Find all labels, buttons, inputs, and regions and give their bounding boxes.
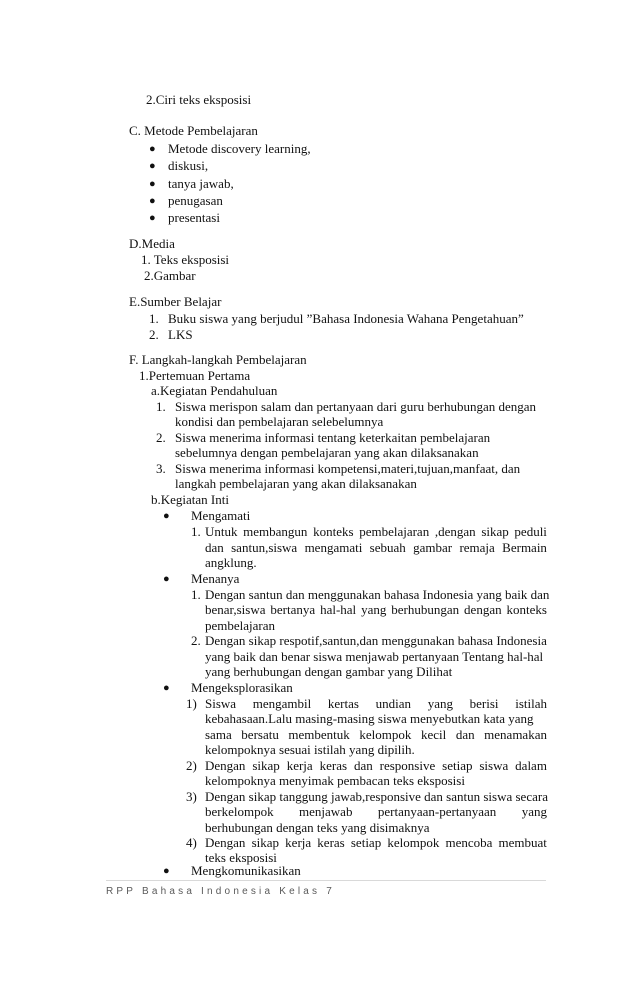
pendahuluan-item-line: langkah pembelajaran yang akan dilaksanakan xyxy=(175,476,417,491)
item-line: kebahasaan.Lalu masing-masing siswa menyebutkan kata yang xyxy=(205,711,534,726)
bullet-icon: ● xyxy=(149,212,156,224)
bullet-icon: ● xyxy=(149,160,156,172)
list-number: 2) xyxy=(186,758,197,773)
item-line: Dengan sikap tanggung jawab,responsive dan santun siswa secara xyxy=(205,789,548,804)
justified-line: Dengan sikap kerja keras setiap kelompok mencoba membuat xyxy=(205,835,547,850)
list-number: 1. xyxy=(149,311,159,326)
metode-item: penugasan xyxy=(168,193,223,208)
metode-heading: C. Metode Pembelajaran xyxy=(129,123,258,138)
bullet-icon: ● xyxy=(163,682,170,694)
list-number: 3) xyxy=(186,789,197,804)
bullet-icon: ● xyxy=(163,510,170,522)
list-number: 3. xyxy=(156,461,166,476)
justified-line: sama bersatu membentuk kelompok kecil dan menamakan xyxy=(205,727,547,742)
item-line: Dengan sikap respotif,santun,dan menggunakan bahasa Indonesia xyxy=(205,633,547,648)
bullet-icon: ● xyxy=(149,143,156,155)
pendahuluan-item-line: Siswa merispon salam dan pertanyaan dari guru berhubungan dengan xyxy=(175,399,537,414)
metode-item: diskusi, xyxy=(168,158,209,173)
list-number: 1. xyxy=(191,587,201,602)
mengkomunikasikan-label: Mengkomunikasikan xyxy=(191,863,301,878)
pendahuluan-item-line: Siswa menerima informasi kompetensi,materi,tujuan,manfaat, dan xyxy=(175,461,521,476)
item-line: teks eksposisi xyxy=(205,850,277,865)
item-line: kelompoknya menyimak pembacan teks eksposisi xyxy=(205,773,465,788)
inti-heading: b.Kegiatan Inti xyxy=(151,492,229,507)
media-heading: D.Media xyxy=(129,236,175,251)
list-number: 1. xyxy=(191,524,201,539)
justified-line: Untuk membangun konteks pembelajaran ,dengan sikap peduli xyxy=(205,524,547,539)
bullet-icon: ● xyxy=(163,573,170,585)
list-number: 1. xyxy=(156,399,166,414)
mengamati-label: Mengamati xyxy=(191,508,251,523)
item-line: Dengan santun dan menggunakan bahasa Indonesia yang baik dan xyxy=(205,587,550,602)
bullet-icon: ● xyxy=(163,865,170,877)
justified-line: dan santun,siswa mengamati sebuah gambar remaja Bermain xyxy=(205,540,547,555)
list-number: 4) xyxy=(186,835,197,850)
page-footer: RPP Bahasa Indonesia Kelas 7 xyxy=(106,886,335,897)
justified-line: berkelompok menjawab pertanyaan-pertanyaan yang xyxy=(205,804,547,819)
bullet-icon: ● xyxy=(149,178,156,190)
langkah-heading: F. Langkah-langkah Pembelajaran xyxy=(129,352,307,367)
justified-line: Dengan sikap kerja keras dan responsive setiap siswa dalam xyxy=(205,758,547,773)
metode-item: Metode discovery learning, xyxy=(168,141,311,156)
metode-item: presentasi xyxy=(168,210,220,225)
list-number: 2. xyxy=(191,633,201,648)
sumber-item: Buku siswa yang berjudul ”Bahasa Indonesia Wahana Pengetahuan” xyxy=(168,311,524,326)
item-line: kelompoknya sesuai istilah yang dipilih. xyxy=(205,742,415,757)
pendahuluan-item-line: Siswa menerima informasi tentang keterkaitan pembelajaran xyxy=(175,430,491,445)
pendahuluan-item-line: kondisi dan pembelajaran selebelumnya xyxy=(175,414,384,429)
metode-item: tanya jawab, xyxy=(168,176,234,191)
item-line: yang berhubungan dengan gambar yang Dilihat xyxy=(205,664,453,679)
footer-divider xyxy=(106,880,546,881)
pendahuluan-heading: a.Kegiatan Pendahuluan xyxy=(151,383,278,398)
list-number: 2. xyxy=(156,430,166,445)
bullet-icon: ● xyxy=(149,195,156,207)
mengeksplorasikan-label: Mengeksplorasikan xyxy=(191,680,293,695)
menanya-label: Menanya xyxy=(191,571,240,586)
item-line: angklung. xyxy=(205,555,257,570)
item-line: berhubungan dengan teks yang disimaknya xyxy=(205,820,430,835)
materi-ciri: 2.Ciri teks eksposisi xyxy=(146,92,252,107)
pertemuan-heading: 1.Pertemuan Pertama xyxy=(139,368,251,383)
pendahuluan-item-line: sebelumnya dengan pembelajaran yang akan dilaksanakan xyxy=(175,445,479,460)
justified-line: Siswa mengambil kertas undian yang berisi istilah xyxy=(205,696,547,711)
sumber-item: LKS xyxy=(168,327,193,342)
media-item: 1. Teks eksposisi xyxy=(141,252,230,267)
list-number: 2. xyxy=(149,327,159,342)
sumber-heading: E.Sumber Belajar xyxy=(129,294,222,309)
list-number: 1) xyxy=(186,696,197,711)
item-line: yang baik dan benar siswa menjawab pertanyaan Tentang hal-hal xyxy=(205,649,544,664)
item-line: pembelajaran xyxy=(205,618,276,633)
justified-line: benar,siswa bertanya hal-hal yang berhubungan dengan konteks xyxy=(205,602,547,617)
media-item: 2.Gambar xyxy=(144,268,196,283)
